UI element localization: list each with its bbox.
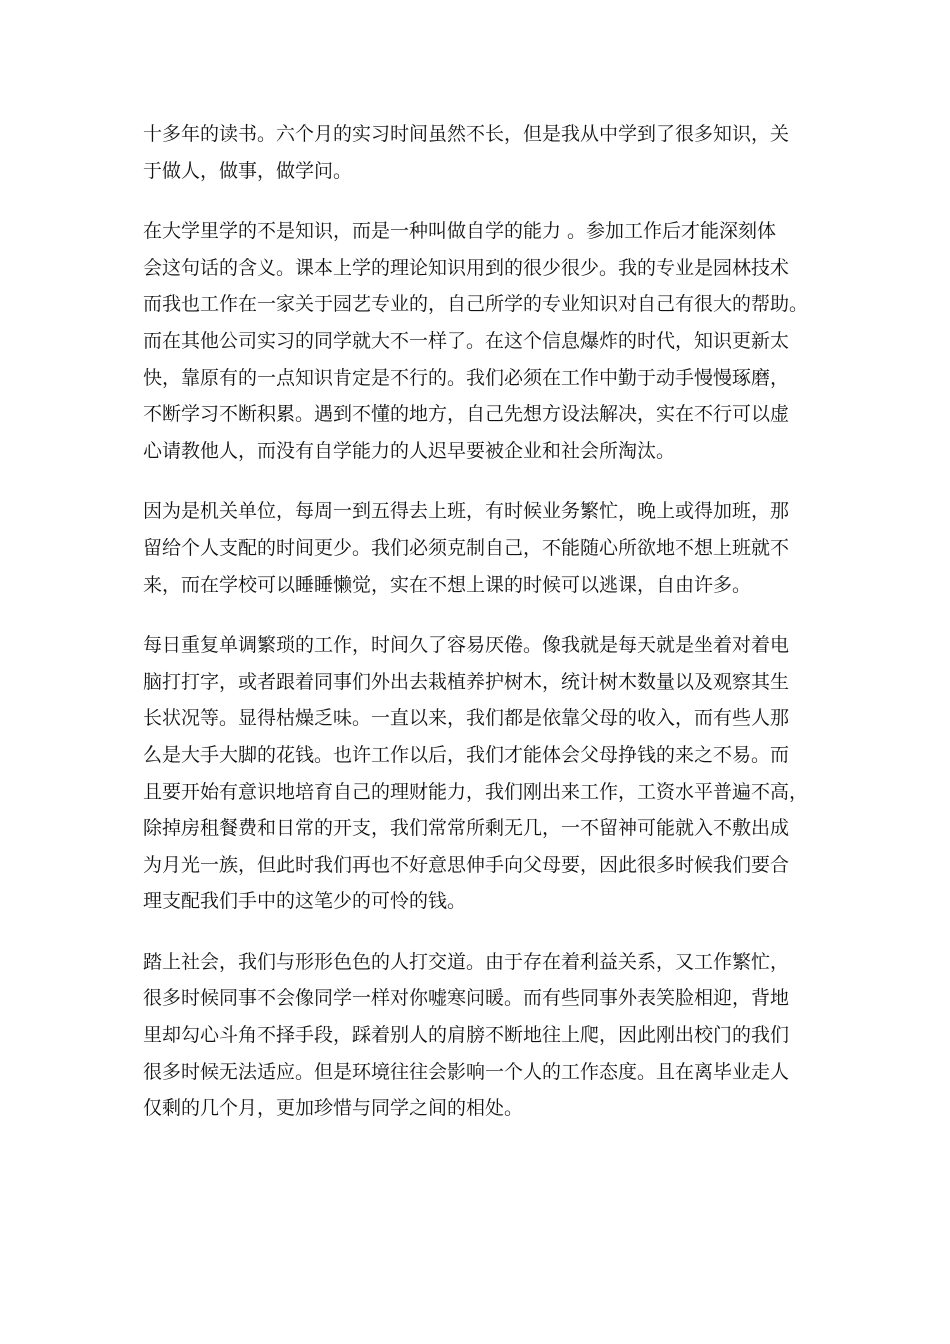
text-line: 且要开始有意识地培育自己的理财能力，我们刚出来工作，工资水平普遍不高， <box>143 780 809 803</box>
text-line: 而在其他公司实习的同学就大不一样了。在这个信息爆炸的时代，知识更新太 <box>143 329 790 352</box>
text-line: 不断学习不断积累。遇到不懂的地方，自己先想方设法解决，实在不行可以虚 <box>143 403 790 426</box>
text-line: 十多年的读书。六个月的实习时间虽然不长，但是我从中学到了很多知识，关 <box>143 123 790 145</box>
text-line: 仅剩的几个月，更加珍惜与同学之间的相处。 <box>143 1097 524 1120</box>
text-line: 脑打打字，或者跟着同事们外出去栽植养护树木，统计树木数量以及观察其生 <box>143 670 790 693</box>
text-line: 心请教他人，而没有自学能力的人迟早要被企业和社会所淘汰。 <box>143 439 676 462</box>
paragraph-1 <box>143 116 823 189</box>
text-line: 留给个人支配的时间更少。我们必须克制自己，不能随心所欲地不想上班就不 <box>143 536 790 559</box>
text-line: 来，而在学校可以睡睡懒觉，实在不想上课的时候可以逃课，自由许多。 <box>143 573 752 596</box>
text-line: 为月光一族，但此时我们再也不好意思伸手向父母要，因此很多时候我们要合 <box>143 853 790 876</box>
text-line: 么是大手大脚的花钱。也许工作以后，我们才能体会父母挣钱的来之不易。而 <box>143 743 790 766</box>
text-line: 因为是机关单位，每周一到五得去上班，有时候业务繁忙，晚上或得加班，那 <box>143 500 790 523</box>
text-line: 很多时候无法适应。但是环境往往会影响一个人的工作态度。且在离毕业走人 <box>143 1060 790 1083</box>
paragraph-3 <box>143 493 823 603</box>
text-line: 在大学里学的不是知识，而是一种叫做自学的能力 。参加工作后才能深刻体 <box>143 220 777 243</box>
text-line: 踏上社会，我们与形形色色的人打交道。由于存在着利益关系，又工作繁忙， <box>143 950 790 973</box>
text-line: 理支配我们手中的这笔少的可怜的钱。 <box>143 890 467 913</box>
text-line: 会这句话的含义。课本上学的理论知识用到的很少很少。我的专业是园林技术 <box>143 256 790 279</box>
text-line: 而我也工作在一家关于园艺专业的，自己所学的专业知识对自己有很大的帮助。 <box>143 293 809 316</box>
text-line: 除掉房租餐费和日常的开支，我们常常所剩无几，一不留神可能就入不敷出成 <box>143 817 790 840</box>
document-body <box>143 116 823 1151</box>
text-line: 长状况等。显得枯燥乏味。一直以来，我们都是依靠父母的收入，而有些人那 <box>143 707 790 730</box>
text-line: 每日重复单调繁琐的工作，时间久了容易厌倦。像我就是每天就是坐着对着电 <box>143 634 790 657</box>
text-line: 快，靠原有的一点知识肯定是不行的。我们必须在工作中勤于动手慢慢琢磨， <box>143 366 790 389</box>
text-line: 很多时候同事不会像同学一样对你嘘寒问暖。而有些同事外表笑脸相迎，背地 <box>143 987 790 1010</box>
paragraph-4 <box>143 627 823 920</box>
text-line: 里却勾心斗角不择手段，踩着别人的肩膀不断地往上爬，因此刚出校门的我们 <box>143 1024 790 1047</box>
paragraph-2 <box>143 213 823 469</box>
text-line: 于做人，做事，做学问。 <box>143 159 353 182</box>
paragraph-5 <box>143 944 823 1127</box>
